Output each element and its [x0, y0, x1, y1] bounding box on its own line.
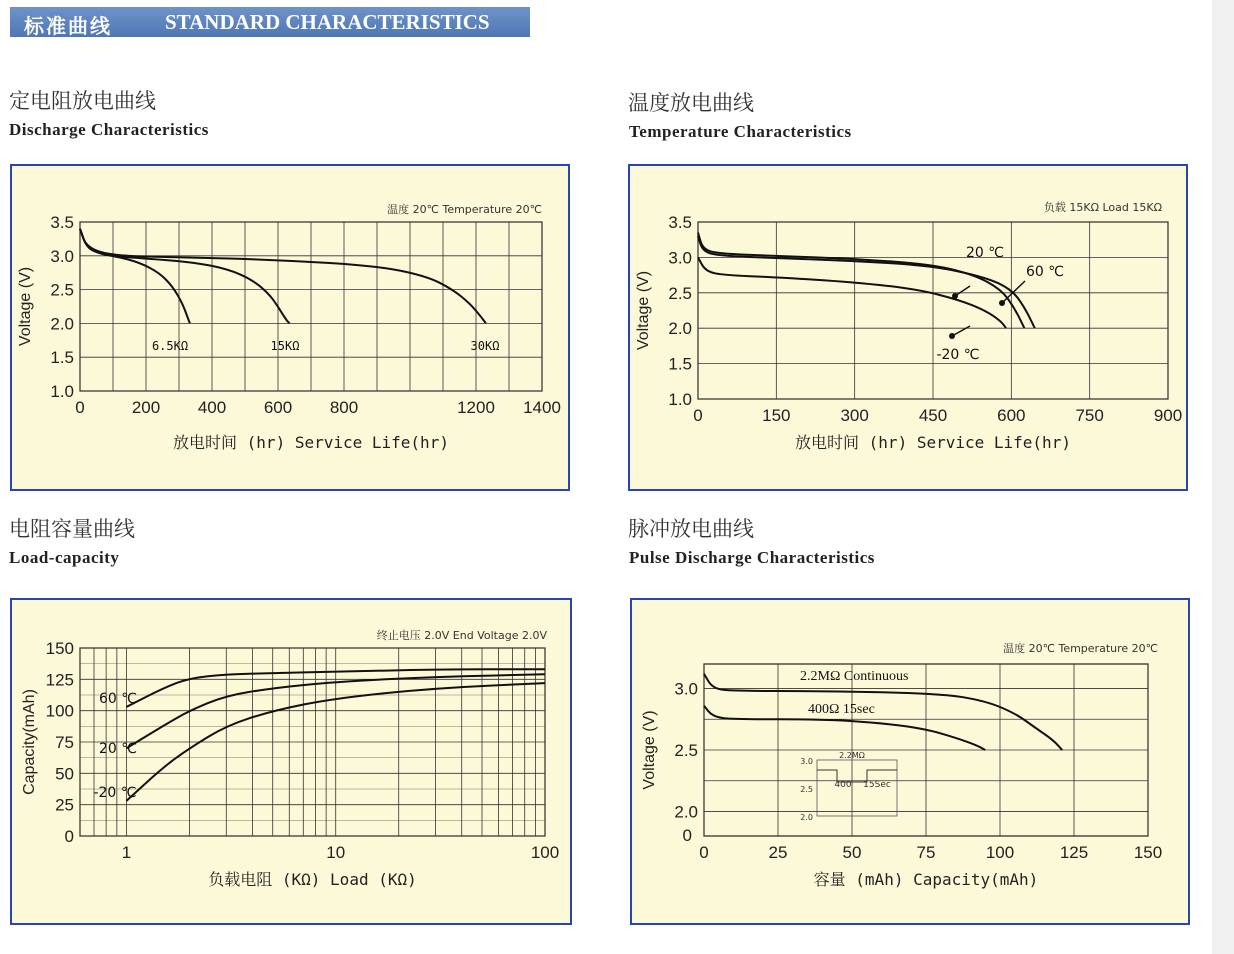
inset-top-label: 2.2MΩ [839, 751, 865, 760]
series-label: 20 ℃ [99, 741, 137, 757]
series-label: 15KΩ [270, 339, 300, 353]
y-tick-label: 3.0 [674, 679, 698, 699]
y-tick-label: 2.5 [674, 741, 698, 760]
x-tick-label: 400 [197, 398, 227, 417]
series-label: 60 ℃ [99, 691, 137, 707]
temperature-chart [630, 166, 1186, 489]
y-tick-label: 150 [45, 639, 74, 658]
y-tick-label: 3.5 [668, 213, 692, 232]
series-label: -20 ℃ [93, 785, 137, 801]
header-title-cn: 标准曲线 [24, 14, 112, 38]
y-tick-label: 2.0 [674, 802, 698, 822]
y-tick-label: 3.0 [50, 246, 74, 266]
chart-annotation: 终止电压 2.0V End Voltage 2.0V [376, 629, 547, 642]
x-tick-label: 25 [768, 843, 788, 862]
pulse-chart-panel [630, 598, 1190, 925]
inset-tick-label: 2.0 [800, 813, 813, 822]
series-label: 30KΩ [470, 339, 500, 353]
inset-tick-label: 3.0 [800, 757, 813, 766]
arrow-line [1002, 281, 1025, 303]
y-tick-label: 1.0 [50, 382, 74, 401]
x-tick-label: 1 [121, 843, 132, 862]
series-label: 20 ℃ [966, 245, 1004, 261]
x-tick-label: 0 [693, 406, 703, 425]
discharge-title-en: Discharge Characteristics [9, 120, 209, 139]
x-axis-label: 负载电阻 (KΩ) Load (KΩ) [208, 870, 417, 889]
y-tick-label: 2.0 [668, 319, 692, 339]
discharge-chart-panel [10, 164, 570, 491]
inset-mid-label: 400 [834, 780, 852, 790]
x-tick-label: 0 [75, 398, 85, 417]
x-tick-label: 75 [916, 843, 936, 862]
x-tick-label: 750 [1075, 406, 1104, 425]
y-tick-label: 2.0 [50, 314, 74, 334]
arrow-line [952, 326, 970, 336]
y-axis-label: Voltage (V) [635, 270, 652, 351]
series-label: 400Ω 15sec [808, 702, 875, 717]
y-axis-label: Voltage (V) [17, 266, 34, 347]
y-tick-label: 3.5 [50, 213, 74, 232]
temperature-title-cn: 温度放电曲线 [628, 91, 754, 115]
load-title-cn: 电阻容量曲线 [9, 517, 135, 541]
x-tick-label: 0 [699, 843, 709, 862]
y-tick-label: 1.5 [668, 354, 692, 374]
series-line [704, 674, 1062, 750]
arrow-head [999, 300, 1005, 306]
x-tick-label: 600 [997, 406, 1026, 425]
x-tick-label: 900 [1153, 406, 1183, 425]
chart-annotation: 温度 20℃ Temperature 20℃ [387, 203, 542, 216]
x-tick-label: 600 [263, 398, 293, 417]
page-edge-shadow [1212, 0, 1234, 954]
y-tick-label: 100 [45, 701, 74, 721]
x-tick-label: 100 [530, 843, 560, 862]
chart-annotation: 温度 20℃ Temperature 20℃ [1003, 642, 1158, 655]
x-tick-label: 125 [1059, 843, 1089, 862]
temperature-title-en: Temperature Characteristics [629, 122, 852, 141]
x-tick-label: 300 [840, 406, 869, 425]
series-label: -20 ℃ [936, 347, 980, 363]
chart-annotation: 负载 15KΩ Load 15KΩ [1043, 201, 1162, 214]
x-tick-label: 1200 [457, 398, 495, 417]
y-tick-label: 25 [55, 795, 74, 815]
pulse-title-en: Pulse Discharge Characteristics [629, 548, 875, 567]
y-tick-label: 50 [55, 764, 74, 784]
header-title-en: STANDARD CHARACTERISTICS [165, 10, 490, 34]
load-chart-panel [10, 598, 572, 925]
x-tick-label: 150 [1133, 843, 1163, 862]
x-tick-label: 1400 [523, 398, 561, 417]
arrow-head [952, 293, 958, 299]
series-line [80, 229, 486, 324]
x-axis-label: 放电时间 (hr) Service Life(hr) [173, 433, 449, 452]
y-tick-label: 1.5 [50, 348, 74, 368]
discharge-chart [12, 166, 568, 489]
load-title-en: Load-capacity [9, 548, 120, 567]
series-label: 60 ℃ [1026, 264, 1064, 280]
series-line [80, 229, 190, 324]
y-tick-label: 0 [682, 826, 692, 845]
pulse-title-cn: 脉冲放电曲线 [628, 517, 754, 541]
x-tick-label: 100 [985, 843, 1015, 862]
y-axis-label: Voltage (V) [641, 710, 658, 790]
x-tick-label: 50 [842, 843, 862, 862]
inset-right-label: 15Sec [863, 780, 891, 790]
inset-tick-label: 2.5 [800, 785, 813, 794]
x-tick-label: 450 [918, 406, 948, 425]
header-banner [10, 7, 530, 37]
y-tick-label: 75 [55, 733, 74, 752]
x-axis-label: 放电时间 (hr) Service Life(hr) [795, 433, 1071, 452]
pulse-chart [632, 600, 1188, 923]
x-tick-label: 150 [762, 406, 791, 425]
x-tick-label: 200 [131, 398, 161, 417]
y-tick-label: 0 [64, 827, 74, 846]
y-tick-label: 1.0 [668, 390, 692, 409]
x-axis-label: 容量 (mAh) Capacity(mAh) [813, 870, 1039, 889]
x-tick-label: 10 [326, 843, 346, 862]
y-axis-label: Capacity(mAh) [21, 689, 38, 795]
y-tick-label: 2.5 [50, 280, 74, 300]
temperature-chart-panel [628, 164, 1188, 491]
series-label: 6.5KΩ [151, 339, 189, 353]
y-tick-label: 3.0 [668, 248, 692, 268]
y-tick-label: 2.5 [668, 283, 692, 303]
x-tick-label: 800 [329, 398, 359, 417]
discharge-title-cn: 定电阻放电曲线 [9, 89, 156, 113]
series-label: 2.2MΩ Continuous [800, 669, 909, 684]
arrow-head [949, 333, 955, 339]
y-tick-label: 125 [45, 670, 74, 690]
load-chart [12, 600, 570, 923]
